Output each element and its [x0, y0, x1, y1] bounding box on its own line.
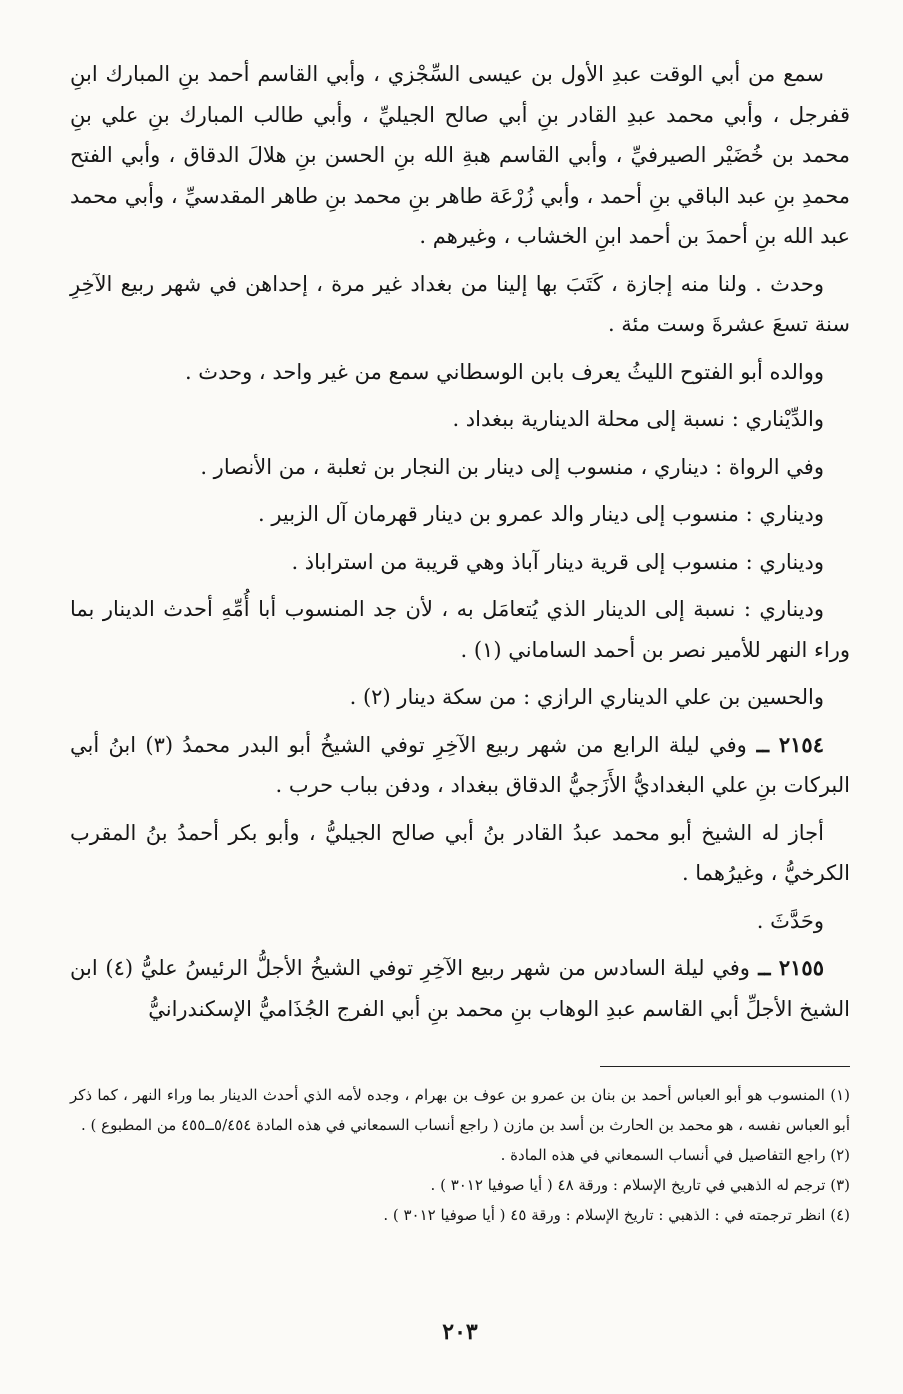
paragraph-nisba-2: وفي الرواة : ديناري ، منسوب إلى دينار بن النجار بن ثعلبة ، من الأنصار .	[200, 454, 824, 479]
paragraph-nisba-4: وديناري : منسوب إلى قرية دينار آباذ وهي قريبة من استراباذ .	[291, 549, 824, 574]
footnote-1: (١) المنسوب هو أبو العباس أحمد بن بنان بن عمرو بن عوف بن بهرام ، وجده لأمه الذي أحدث الدينار بما وراء النهر ، كما ذكر أبو العباس نفسه ، هو محمد بن الحارث بن أسد بن مازن ( راجع أنساب السمعاني في هذه المادة ٥/٤٥٤ــ٤٥٥ من المطبوع ) .	[70, 1086, 850, 1134]
paragraph-ijaza: أجاز له الشيخ أبو محمد عبدُ القادر بنُ أبي صالح الجيليُّ ، وأبو بكر أحمدُ بنُ المقرب الكرخيُّ ، وغيرُهما .	[70, 820, 850, 885]
main-text	[70, 54, 850, 1029]
entry-number: ٢١٥٥ ــ	[758, 955, 824, 980]
footnote-divider	[600, 1066, 850, 1067]
paragraph-nisba-5: وديناري : نسبة إلى الدينار الذي يُتعامَل به ، لأن جد المنسوب أبا أُمِّهِ أحدث الدينار بما وراء النهر للأمير نصر بن أحمد الساماني (١) .	[70, 597, 850, 662]
entry-text: وفي ليلة الرابع من شهر ربيع الآخِرِ توفي الشيخُ أبو البدر محمدُ (٣) ابنُ أبي البركات بنِ علي البغداديُّ الأَزَجيُّ الدقاق ببغداد ، ودفن بباب حرب .	[70, 732, 850, 797]
entry-text: وفي ليلة السادس من شهر ربيع الآخِرِ توفي الشيخُ الأجلُّ الرئيسُ عليُّ (٤) ابن الشيخ الأجلِّ أبي القاسم عبدِ الوهاب بنِ محمد بنِ أبي الفرج الجُذَاميُّ الإسكندرانيُّ	[70, 956, 850, 1021]
paragraph-nisba-3: وديناري : منسوب إلى دينار والد عمرو بن دينار قهرمان آل الزبير .	[257, 502, 824, 526]
entry-2155	[70, 948, 850, 1029]
footnote-4: (٤) انظر ترجمته في : الذهبي : تاريخ الإسلام : ورقة ٤٥ ( أيا صوفيا ٣٠١٢ ) .	[383, 1206, 850, 1224]
paragraph-teachers: سمع من أبي الوقت عبدِ الأول بن عيسى السِّجْزي ، وأبي القاسم أحمد بنِ المبارك ابنِ قفرجل ، وأبي محمد عبدِ القادر بنِ أبي صالح الجيليِّ ، وأبي طالب المبارك بنِ علي بنِ محمد بن خُضَيْر الصيرفيِّ ، وأبي القاسم هبةِ الله بنِ الحسن بنِ هلالَ الدقاق ، وأبي الفتح محمدِ بنِ عبد الباقي بنِ أحمد ، وأبي زُرْعَة طاهر بنِ محمد بنِ طاهر المقدسيِّ ، وأبي محمد عبد الله بنِ أحمدَ بن أحمد ابنِ الخشاب ، وغيرهم .	[70, 62, 850, 248]
footnote-2: (٢) راجع التفاصيل في أنساب السمعاني في هذه المادة .	[500, 1146, 850, 1164]
page-number: ٢٠٣	[442, 1319, 478, 1345]
paragraph-haddath: وحَدَّثَ .	[756, 908, 824, 933]
footnote-3: (٣) ترجم له الذهبي في تاريخ الإسلام : ورقة ٤٨ ( أيا صوفيا ٣٠١٢ ) .	[430, 1176, 850, 1194]
entry-number: ٢١٥٤ ــ	[756, 731, 824, 757]
paragraph-narration: وحدث . ولنا منه إجازة ، كَتَبَ بها إلينا من بغداد غير مرة ، إحداهن في شهر ربيع الآخِرِ سنة تسعَ عشرةَ وست مئة .	[70, 271, 850, 336]
footnotes	[70, 1080, 850, 1230]
paragraph-father: ووالده أبو الفتوح الليثُ يعرف بابن الوسطاني سمع من غير واحد ، وحدث .	[184, 359, 824, 384]
paragraph-nisba-1: والدِّيْناري : نسبة إلى محلة الدينارية ببغداد .	[452, 407, 824, 431]
book-page	[70, 54, 850, 1354]
paragraph-husayn: والحسين بن علي الديناري الرازي : من سكة دينار (٢) .	[349, 685, 824, 709]
entry-2154	[70, 725, 850, 806]
